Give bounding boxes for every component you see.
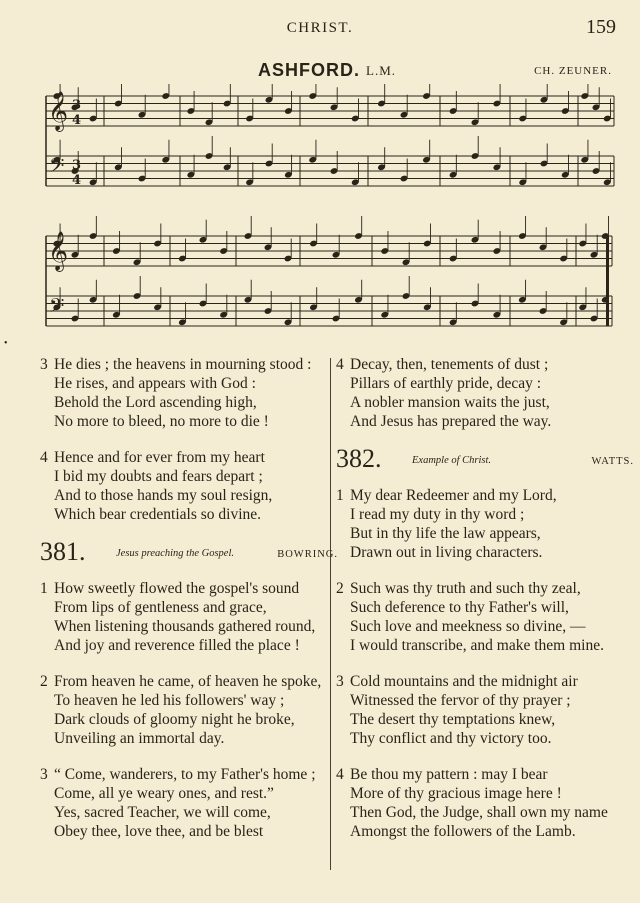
hymn-subject: Jesus preaching the Gospel. [116, 548, 235, 559]
verse-text: Be thou my pattern : may I bear [350, 766, 548, 783]
verse-text: And to those hands my soul resign, [54, 487, 273, 504]
verse-line [336, 524, 636, 543]
hymn-heading [40, 537, 340, 571]
verse-number: 4 [336, 356, 344, 373]
verse-line [40, 691, 340, 710]
verse [336, 486, 636, 562]
verse-text: Hence and for ever from my heart [54, 449, 265, 466]
verse [40, 355, 340, 431]
verse-line [40, 393, 340, 412]
verse-line [336, 412, 636, 431]
time-signature-bottom: 4 [72, 173, 82, 188]
verse-text: Pillars of earthly pride, decay : [350, 375, 542, 392]
verse-text: Thy conflict and thy victory too. [350, 730, 552, 747]
verse-line [40, 672, 340, 691]
tune-name: ASHFORD. [258, 60, 360, 80]
verse-line [336, 486, 636, 505]
tune-header [0, 60, 640, 84]
verse-text: From heaven he came, of heaven he spoke, [54, 673, 322, 690]
verse-line [40, 784, 340, 803]
verse-line [40, 448, 340, 467]
verse-number: 1 [40, 580, 48, 597]
verse-line [40, 765, 340, 784]
verse-text: Then God, the Judge, shall own my name [350, 804, 608, 821]
verse-text: When listening thousands gathered round, [54, 618, 316, 635]
left-column [40, 355, 340, 858]
verse-line [336, 784, 636, 803]
hymn-number: 382. [336, 444, 382, 473]
verse-line [336, 393, 636, 412]
verse [40, 672, 340, 748]
verse-line [40, 579, 340, 598]
verse-line [40, 598, 340, 617]
verse-line [336, 765, 636, 784]
verse-text: I read my duty in thy word ; [350, 506, 525, 523]
verse-text: “ Come, wanderers, to my Father's home ; [54, 766, 316, 783]
verse-text: And Jesus has prepared the way. [350, 413, 552, 430]
verse-number: 4 [336, 766, 344, 783]
verse-number: 4 [40, 449, 48, 466]
verse-text: To heaven he led his followers' way ; [54, 692, 285, 709]
verse-text: Such deference to thy Father's will, [350, 599, 569, 616]
running-head [0, 14, 640, 44]
verse-line [40, 486, 340, 505]
hymn-subject: Example of Christ. [412, 455, 492, 466]
verse-text: Such was thy truth and such thy zeal, [350, 580, 581, 597]
verse-text: Such love and meekness so divine, — [350, 618, 586, 635]
verse-text: I would transcribe, and make them mine. [350, 637, 604, 654]
verse-text: Dark clouds of gloomy night he broke, [54, 711, 295, 728]
verse-line [336, 691, 636, 710]
verse-text: A nobler mansion waits the just, [350, 394, 550, 411]
verse-line [336, 636, 636, 655]
music-score [0, 84, 640, 334]
verse-line [40, 505, 340, 524]
treble-clef-icon: 𝄞 [48, 231, 69, 271]
verse-text: Yes, sacred Teacher, we will come, [54, 804, 271, 821]
hymn-number: 381. [40, 537, 86, 566]
verse-line [40, 729, 340, 748]
time-signature-bottom: 4 [72, 113, 82, 128]
tune-composer: CH. ZEUNER. [534, 65, 612, 77]
bass-clef-icon: 𝄢 [49, 294, 65, 322]
verse-text: No more to bleed, no more to die ! [54, 413, 269, 430]
verse-text: My dear Redeemer and my Lord, [350, 487, 557, 504]
verse-line [40, 822, 340, 841]
verse-text: Decay, then, tenements of dust ; [350, 356, 549, 373]
verse [40, 579, 340, 655]
final-bar [606, 236, 609, 326]
verse-text: From lips of gentleness and grace, [54, 599, 267, 616]
verse-text: How sweetly flowed the gospel's sound [54, 580, 300, 597]
verse-line [336, 505, 636, 524]
treble-clef-icon: 𝄞 [48, 91, 69, 131]
verse-text: Drawn out in living characters. [350, 544, 543, 561]
verse [336, 355, 636, 431]
verse-line [40, 617, 340, 636]
verse-line [336, 672, 636, 691]
verse-text: More of thy gracious image here ! [350, 785, 562, 802]
verse-text: I bid my doubts and fears depart ; [54, 468, 263, 485]
verse-line [336, 374, 636, 393]
verse-line [40, 355, 340, 374]
verse-text: Obey thee, love thee, and be blest [54, 823, 264, 840]
right-column [336, 355, 636, 858]
running-title: CHRIST. [286, 20, 354, 36]
margin-mark: • [4, 338, 8, 349]
verse-line [336, 617, 636, 636]
verse-line [336, 822, 636, 841]
verse-line [336, 543, 636, 562]
time-signature-top: 3 [72, 158, 82, 173]
verse-number: 2 [336, 580, 344, 597]
bass-clef-icon: 𝄢 [49, 154, 65, 182]
verse-text: He rises, and appears with God : [54, 375, 256, 392]
verse [336, 672, 636, 748]
verse-text: Which bear credentials so divine. [54, 506, 262, 523]
hymn-heading [336, 444, 636, 478]
verse-line [336, 355, 636, 374]
verse-text: The desert thy temptations knew, [350, 711, 556, 728]
verse-text: And joy and reverence filled the place ! [54, 637, 300, 654]
verse-text: Behold the Lord ascending high, [54, 394, 257, 411]
page-number: 159 [586, 16, 616, 38]
verse-line [40, 636, 340, 655]
verse [40, 765, 340, 841]
verse [336, 579, 636, 655]
verse-number: 3 [40, 356, 48, 373]
verse [40, 448, 340, 524]
verse-text: Amongst the followers of the Lamb. [350, 823, 576, 840]
hymn-author: WATTS. [591, 456, 634, 467]
verse-line [40, 374, 340, 393]
verse-line [40, 412, 340, 431]
verse-line [40, 467, 340, 486]
verse-line [40, 803, 340, 822]
verse [336, 765, 636, 841]
tune-meter: L.M. [366, 63, 396, 78]
verse-number: 1 [336, 487, 344, 504]
verse-number: 2 [40, 673, 48, 690]
verse-line [336, 598, 636, 617]
verse-number: 3 [40, 766, 48, 783]
verse-line [336, 803, 636, 822]
hymn-author: BOWRING. [277, 549, 338, 560]
verse-line [336, 579, 636, 598]
verse-text: Unveiling an immortal day. [54, 730, 225, 747]
verse-text: But in thy life the law appears, [350, 525, 541, 542]
verse-line [336, 710, 636, 729]
verse-text: Cold mountains and the midnight air [350, 673, 578, 690]
verse-text: He dies ; the heavens in mourning stood : [54, 356, 312, 373]
verse-number: 3 [336, 673, 344, 690]
time-signature-top: 3 [72, 98, 82, 113]
verse-text: Witnessed the fervor of thy prayer ; [350, 692, 571, 709]
verse-text: Come, all ye weary ones, and rest.” [54, 785, 274, 802]
verse-line [336, 729, 636, 748]
verse-line [40, 710, 340, 729]
